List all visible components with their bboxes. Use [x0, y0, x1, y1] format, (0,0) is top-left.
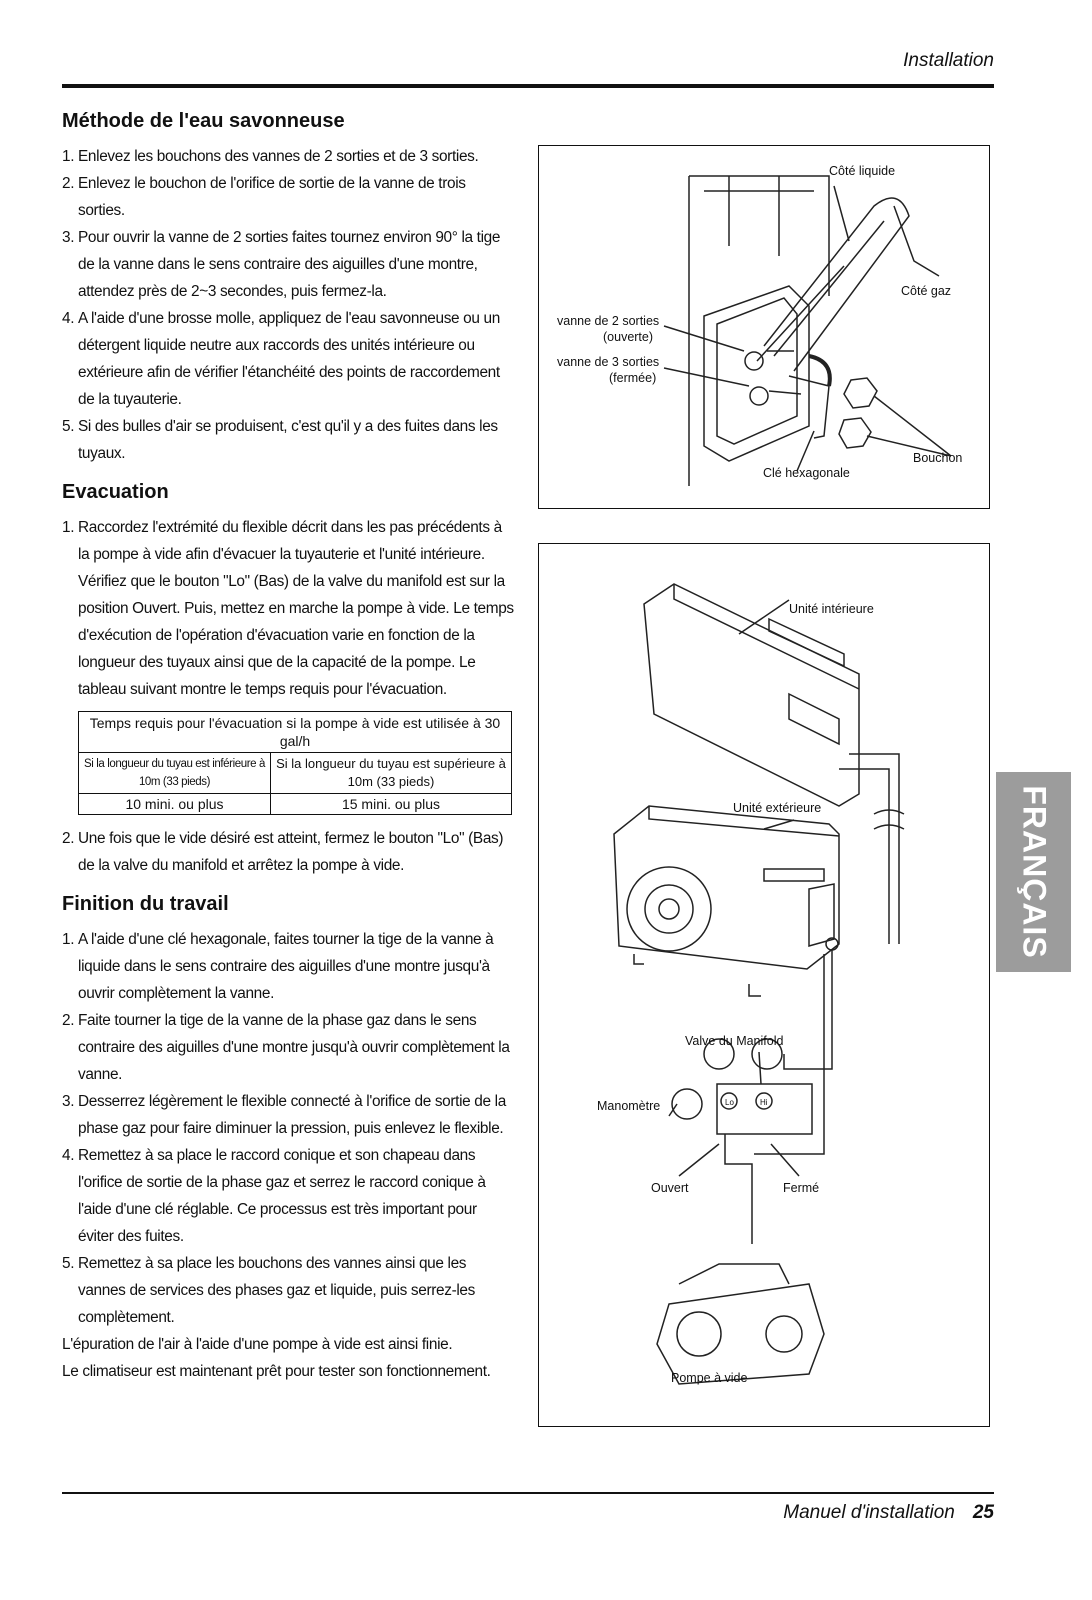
- list-item: 1. A l'aide d'une clé hexagonale, faites tourner la tige de la vanne à liquide dans le sens contraire des aiguilles d'une montre jusqu'à ouvrir complètement la vanne.: [62, 931, 494, 1002]
- lo-label: Lo: [725, 1098, 734, 1107]
- gauge-label: Manomètre: [597, 1099, 661, 1113]
- vacuum-illustration: [539, 544, 989, 1426]
- cap-label: Bouchon: [913, 451, 963, 465]
- running-header: Installation: [903, 50, 994, 71]
- table-cell: 15 mini. ou plus: [270, 794, 511, 815]
- evacuation-steps-cont: [62, 825, 514, 879]
- table-header: Si la longueur du tuyau est supérieure à 10m (33 pieds): [270, 753, 511, 794]
- table-header: Si la longueur du tuyau est inférieure à 10m (33 pieds): [79, 753, 271, 794]
- list-item: 4. A l'aide d'une brosse molle, appliquez de l'eau savonneuse ou un détergent liquide neutre aux raccords des unités intérieure ou extérieure afin de vérifier l'étanchéité des points de raccordement de la tuyauterie.: [62, 310, 500, 408]
- hex-key-label: Clé hexagonale: [763, 466, 850, 480]
- page-number: 25: [972, 1502, 994, 1523]
- closing-line: L'épuration de l'air à l'aide d'une pompe à vide est ainsi finie.: [62, 1336, 453, 1353]
- table-title: Temps requis pour l'évacuation si la pompe à vide est utilisée à 30 gal/h: [79, 712, 512, 753]
- list-item: 2. Faite tourner la tige de la vanne de la phase gaz dans le sens contraire des aiguilles d'une montre jusqu'à ouvrir complètement la vanne.: [62, 1012, 510, 1083]
- liquid-side-label: Côté liquide: [829, 164, 896, 178]
- vacuum-figure: [538, 543, 990, 1427]
- list-item: 5. Remettez à sa place les bouchons des vannes ainsi que les vannes de services des phases gaz et liquide, puis serrez-les complètement.: [62, 1255, 475, 1326]
- footer-rule: [62, 1492, 994, 1494]
- gas-side-label: Côté gaz: [901, 284, 952, 298]
- hi-label: Hi: [760, 1098, 768, 1107]
- header-rule: [62, 84, 994, 88]
- vacuum-pump-label: Pompe à vide: [671, 1371, 748, 1385]
- open-label: Ouvert: [651, 1181, 689, 1195]
- soapy-water-steps: [62, 143, 514, 467]
- page-footer: [783, 1502, 994, 1524]
- list-item: 5. Si des bulles d'air se produisent, c'est qu'il y a des fuites dans les tuyaux.: [62, 418, 498, 462]
- manual-title: Manuel d'installation: [783, 1502, 955, 1523]
- text-column: [62, 110, 514, 1385]
- section-title: Méthode de l'eau savonneuse: [62, 110, 345, 132]
- section-title: Finition du travail: [62, 893, 229, 915]
- valve3-label: vanne de 3 sorties: [557, 355, 660, 369]
- list-item: 4. Remettez à sa place le raccord conique et son chapeau dans l'orifice de sortie de la phase gaz et serrez le raccord conique à l'aide d'une clé réglable. Ce processus est très important pour éviter des fuites.: [62, 1147, 486, 1245]
- evacuation-time-table: [78, 711, 512, 815]
- outdoor-unit-label: Unité extérieure: [733, 801, 822, 815]
- closing-line: Le climatiseur est maintenant prêt pour tester son fonctionnement.: [62, 1363, 491, 1380]
- valve-figure: [538, 145, 990, 509]
- language-tab: FRANÇAIS: [996, 772, 1071, 972]
- table-cell: 10 mini. ou plus: [79, 794, 271, 815]
- list-item: 2. Une fois que le vide désiré est atteint, fermez le bouton "Lo" (Bas) de la valve du manifold et arrêtez la pompe à vide.: [62, 830, 504, 874]
- manifold-valve-label: Valve du Manifold: [685, 1034, 784, 1048]
- indoor-unit-label: Unité intérieure: [789, 602, 874, 616]
- valve2-state-label: (ouverte): [603, 330, 654, 344]
- list-item: 1. Enlevez les bouchons des vannes de 2 sorties et de 3 sorties.: [62, 148, 479, 165]
- closed-label: Fermé: [783, 1181, 820, 1195]
- list-item: 1. Raccordez l'extrémité du flexible décrit dans les pas précédents à la pompe à vide afin d'évacuer la tuyauterie et l'unité intérieure. Vérifiez que le bouton "Lo" (Bas) de la valve du manifold est sur la position Ouvert. Puis, mettez en marche la pompe à vide. Le temps d'exécution de l'opération d'évacuation varie en fonction de la longueur des tuyaux ainsi que de la capacité de la pompe. Le tableau suivant montre le temps requis pour l'évacuation.: [62, 519, 514, 698]
- valve2-label: vanne de 2 sorties: [557, 314, 660, 328]
- list-item: 3. Pour ouvrir la vanne de 2 sorties faites tournez environ 90° la tige de la vanne dans le sens contraire des aiguilles d'une montre, attendez près de 2~3 secondes, puis fermez-la.: [62, 229, 501, 300]
- finishing-steps: [62, 926, 514, 1331]
- valve3-state-label: (fermée): [609, 371, 657, 385]
- evacuation-steps: [62, 514, 514, 703]
- list-item: 3. Desserrez légèrement le flexible connecté à l'orifice de sortie de la phase gaz pour faire diminuer la pression, puis enlevez le flexible.: [62, 1093, 506, 1137]
- section-title: Evacuation: [62, 481, 169, 503]
- list-item: 2. Enlevez le bouchon de l'orifice de sortie de la vanne de trois sorties.: [62, 175, 466, 219]
